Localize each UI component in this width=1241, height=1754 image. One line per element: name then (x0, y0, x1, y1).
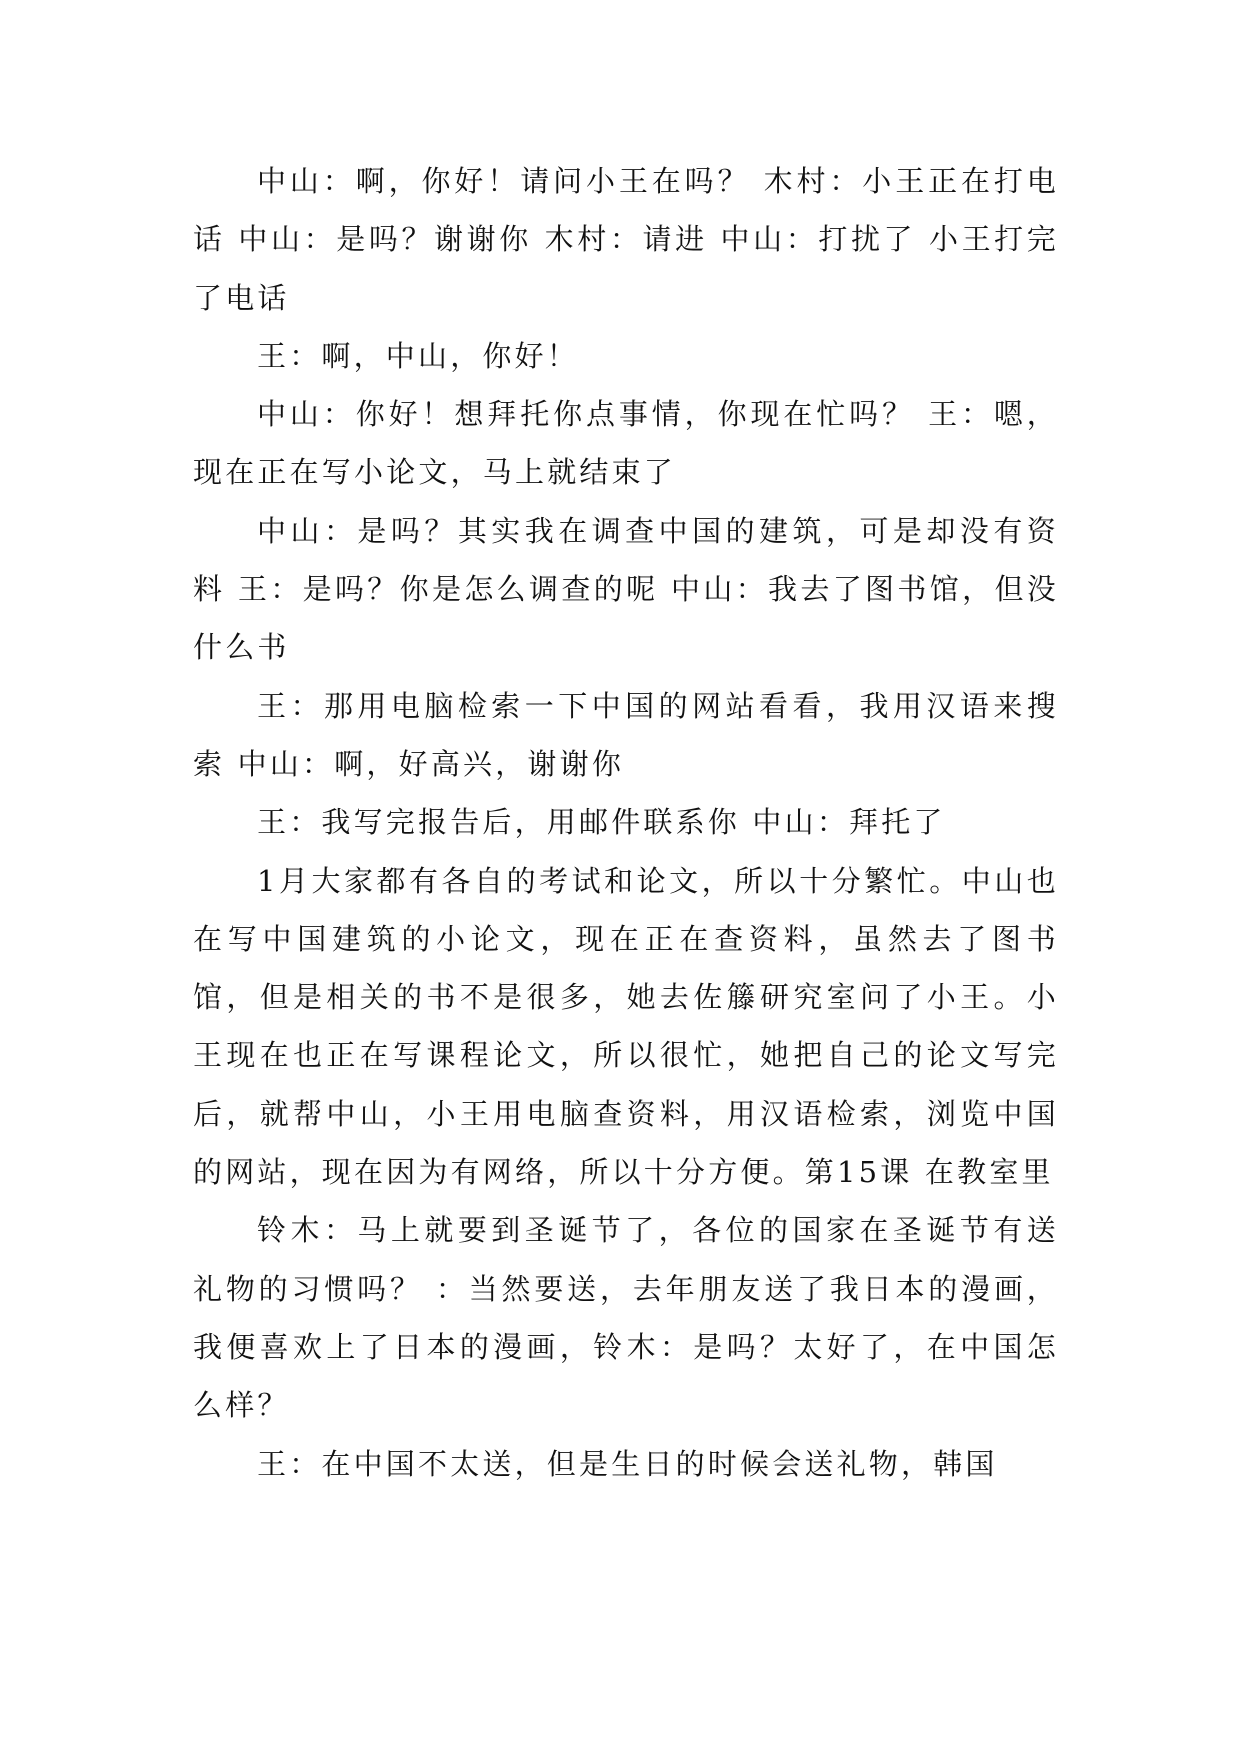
paragraph: 中山：啊，你好！请问小王在吗？ 木村：小王正在打电话 中山：是吗？谢谢你 木村：请进 中山：打扰了 小王打完了电话 (193, 164, 1059, 315)
document-body (193, 152, 1059, 1493)
paragraph: 王：我写完报告后，用邮件联系你 中山：拜托了 (257, 805, 946, 840)
paragraph: 中山：你好！想拜托你点事情，你现在忙吗？ 王：嗯，现在正在写小论文，马上就结束了 (193, 397, 1059, 490)
paragraph: 王：在中国不太送，但是生日的时候会送礼物，韩国 (257, 1446, 998, 1481)
paragraph: 王：啊，中山，你好！ (257, 338, 580, 373)
paragraph: 中山：是吗？其实我在调查中国的建筑，可是却没有资料 王：是吗？你是怎么调查的呢 中山：我去了图书馆，但没什么书 (193, 513, 1059, 665)
paragraph: 铃木：马上就要到圣诞节了，各位的国家在圣诞节有送礼物的习惯吗？ ：当然要送，去年朋友送了我日本的漫画，我便喜欢上了日本的漫画，铃木：是吗？太好了，在中国怎么样？ (193, 1213, 1059, 1423)
paragraph: 1月大家都有各自的考试和论文，所以十分繁忙。中山也在写中国建筑的小论文，现在正在查资料，虽然去了图书馆，但是相关的书不是很多，她去佐籐研究室问了小王。小王现在也正在写课程论文，所以很忙，她把自己的论文写完后，就帮中山，小王用电脑查资料，用汉语检索，浏览中国的网站，现在因为有网络，所以十分方便。第15课 在教室里 (193, 863, 1059, 1190)
paragraph: 王：那用电脑检索一下中国的网站看看，我用汉语来搜索 中山：啊，好高兴，谢谢你 (193, 688, 1059, 781)
